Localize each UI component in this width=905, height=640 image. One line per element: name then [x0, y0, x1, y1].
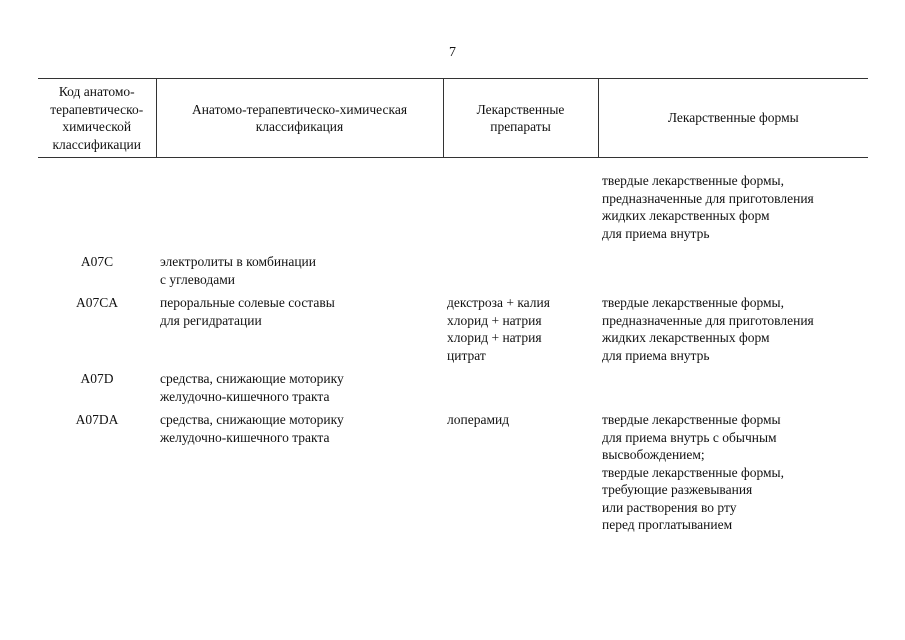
table-row	[38, 253, 868, 294]
cell-classification	[156, 158, 443, 254]
cell-classification	[156, 370, 443, 411]
classification-line: электролиты в комбинации	[160, 254, 316, 269]
forms-line: твердые лекарственные формы,	[602, 295, 784, 310]
header-code-line: терапевтическо-	[50, 101, 144, 117]
header-code-line: классификации	[52, 136, 141, 152]
cell-forms	[598, 253, 868, 294]
classification-line: для регидратации	[160, 312, 262, 328]
forms-line: перед проглатыванием	[602, 517, 733, 532]
forms-line: предназначенные для приготовления	[602, 190, 814, 206]
header-classification-line: классификация	[255, 119, 344, 134]
forms-line: жидких лекарственных форм	[602, 330, 770, 345]
cell-forms	[598, 294, 868, 370]
header-code	[38, 79, 156, 158]
cell-forms	[598, 158, 868, 254]
drugs-line: хлорид + натрия	[447, 330, 542, 345]
forms-line: твердые лекарственные формы,	[602, 464, 784, 480]
forms-line: для приема внутрь	[602, 225, 710, 241]
cell-code: A07CA	[75, 295, 118, 310]
cell-drugs	[443, 253, 598, 294]
table-row	[38, 411, 868, 540]
cell-code: A07C	[80, 254, 114, 269]
cell-drugs	[443, 294, 598, 370]
header-code-line: химической	[62, 119, 132, 134]
classification-line: с углеводами	[160, 271, 235, 287]
drug-classification-table	[38, 78, 868, 540]
classification-line: желудочно-кишечного тракта	[160, 429, 330, 445]
header-drugs-line: Лекарственные	[476, 101, 565, 117]
header-classification-line: Анатомо-терапевтическо-химическая	[191, 101, 408, 117]
table-header-row	[38, 79, 868, 158]
forms-line: для приема внутрь	[602, 347, 710, 363]
table-row	[38, 294, 868, 370]
classification-line: пероральные солевые составы	[160, 295, 335, 310]
drugs-line: цитрат	[447, 347, 486, 363]
drugs-line: декстроза + калия	[447, 295, 550, 310]
classification-line: желудочно-кишечного тракта	[160, 388, 330, 404]
forms-line: жидких лекарственных форм	[602, 208, 770, 223]
cell-drugs	[443, 370, 598, 411]
drugs-line: лоперамид	[447, 412, 510, 427]
forms-line: для приема внутрь с обычным	[602, 429, 777, 445]
cell-drugs	[443, 158, 598, 254]
header-classification	[156, 79, 443, 158]
header-forms	[598, 79, 868, 158]
cell-classification	[156, 253, 443, 294]
forms-line: твердые лекарственные формы,	[602, 173, 784, 188]
cell-classification	[156, 294, 443, 370]
cell-forms	[598, 411, 868, 540]
page-number: 7	[449, 45, 456, 60]
forms-line: твердые лекарственные формы	[602, 412, 781, 427]
table-row	[38, 158, 868, 254]
header-code-line: Код анатомо-	[58, 84, 135, 99]
forms-line: требующие разжевывания	[602, 482, 753, 497]
forms-line: или растворения во рту	[602, 499, 737, 515]
table-row	[38, 370, 868, 411]
forms-line: высвобождением;	[602, 447, 705, 462]
cell-code	[38, 158, 156, 254]
drugs-line: хлорид + натрия	[447, 312, 542, 328]
cell-code: A07D	[80, 371, 114, 386]
header-drugs-line: препараты	[490, 119, 551, 134]
cell-drugs	[443, 411, 598, 540]
classification-line: средства, снижающие моторику	[160, 371, 344, 386]
cell-code: A07DA	[75, 412, 119, 427]
header-forms-line: Лекарственные формы	[667, 110, 799, 126]
cell-classification	[156, 411, 443, 540]
cell-forms	[598, 370, 868, 411]
header-drugs	[443, 79, 598, 158]
forms-line: предназначенные для приготовления	[602, 312, 814, 328]
classification-line: средства, снижающие моторику	[160, 412, 344, 427]
